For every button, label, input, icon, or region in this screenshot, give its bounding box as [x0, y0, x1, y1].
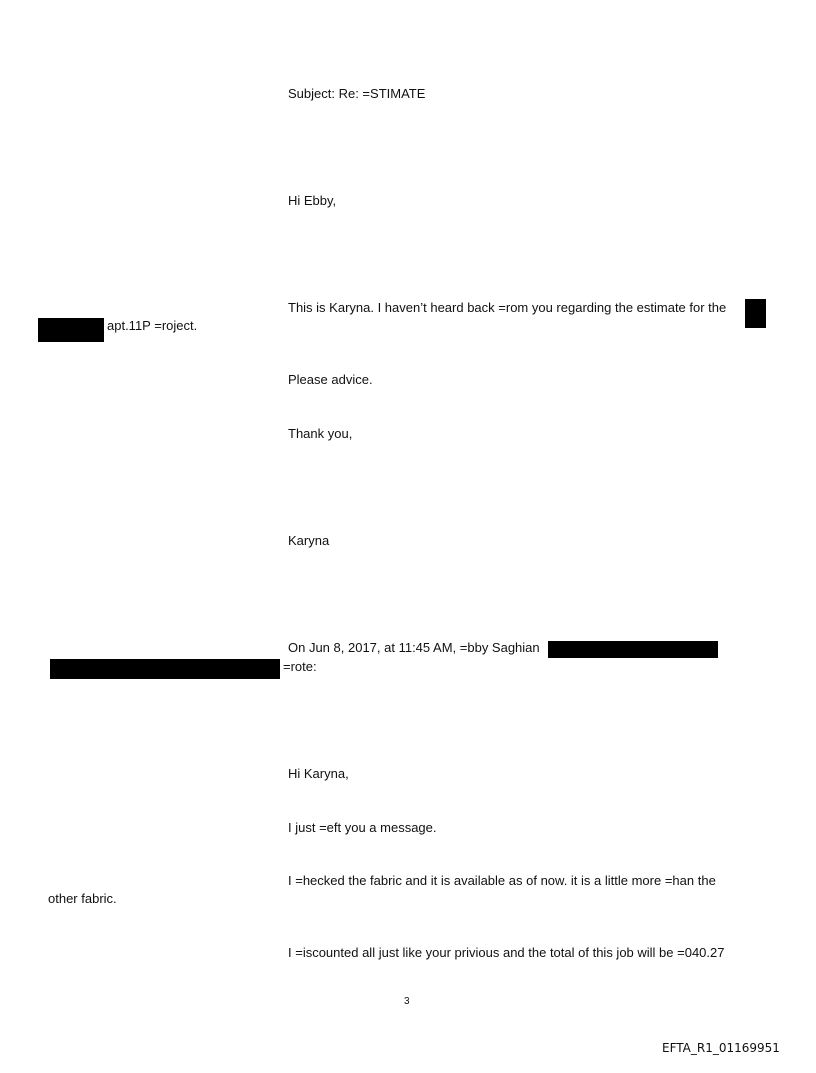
redaction-box — [50, 659, 280, 679]
redaction-box — [38, 318, 104, 342]
quoted-line-2-continued: other fabric. — [48, 891, 117, 906]
redaction-box — [548, 641, 718, 658]
quoted-header-continued: =rote: — [283, 659, 317, 674]
quoted-header: On Jun 8, 2017, at 11:45 AM, =bby Saghian — [288, 640, 540, 655]
quoted-line-1: I just =eft you a message. — [288, 820, 437, 835]
quoted-greeting: Hi Karyna, — [288, 766, 349, 781]
document-id: EFTA_R1_01169951 — [662, 1041, 780, 1055]
advice-line: Please advice. — [288, 372, 373, 387]
page-number: 3 — [404, 996, 410, 1007]
quoted-line-3: I =iscounted all just like your privious and the total of this job will be =040.27 — [288, 945, 725, 960]
thanks-line: Thank you, — [288, 426, 353, 441]
body-line-1: This is Karyna. I haven’t heard back =rom you regarding the estimate for the — [288, 300, 727, 315]
body-line-1-continued: apt.11P =roject. — [107, 318, 198, 333]
greeting: Hi Ebby, — [288, 193, 337, 208]
quoted-line-2: I =hecked the fabric and it is available as of now. it is a little more =han the — [288, 873, 716, 888]
redaction-box — [745, 299, 766, 328]
signature: Karyna — [288, 533, 330, 548]
subject-line: Subject: Re: =STIMATE — [288, 86, 426, 101]
